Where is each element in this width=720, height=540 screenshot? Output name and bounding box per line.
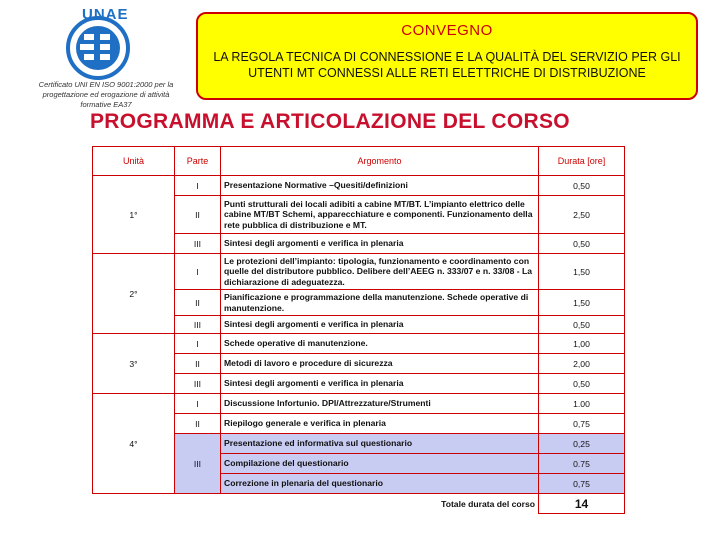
topic-cell: Metodi di lavoro e procedure di sicurezza [221,354,539,374]
part-cell: I [175,176,221,196]
duration-cell: 0.75 [539,454,625,474]
topic-cell: Discussione Infortunio. DPI/Attrezzature/Strumenti [221,394,539,414]
duration-cell: 2,00 [539,354,625,374]
part-cell: I [175,394,221,414]
topic-cell: Compilazione del questionario [221,454,539,474]
topic-cell: Riepilogo generale e verifica in plenaria [221,414,539,434]
total-spacer [93,494,221,514]
part-cell: II [175,354,221,374]
convegno-banner [196,12,698,100]
header-topic: Argomento [221,147,539,176]
header-part: Parte [175,147,221,176]
logo-text: UNAE [82,6,129,23]
total-label: Totale durata del corso [221,494,539,514]
part-cell: II [175,414,221,434]
banner-title: CONVEGNO [401,22,493,39]
unit-cell: 4° [93,394,175,494]
duration-cell: 1,50 [539,290,625,316]
duration-cell: 0,25 [539,434,625,454]
duration-cell: 0,75 [539,474,625,494]
course-program-table [92,146,625,514]
topic-cell: Punti strutturali dei locali adibiti a cabine MT/BT. L’impianto elettrico delle cabine MT/BT Schemi, apparecchiature e componenti. Funzionamento della rete pubblica di distribuzione e MT. [221,196,539,234]
duration-cell: 0,50 [539,316,625,334]
duration-cell: 1,50 [539,254,625,290]
duration-cell: 2,50 [539,196,625,234]
certification-note: Certificato UNI EN ISO 9001:2000 per la progettazione ed erogazione di attività formative EA37 [38,80,174,109]
table-row [93,176,625,196]
total-value: 14 [539,494,625,514]
table-row [93,394,625,414]
banner-subtitle: LA REGOLA TECNICA DI CONNESSIONE E LA QUALITÀ DEL SERVIZIO PER GLI UTENTI MT CONNESSI ALLE RETI ELETTRICHE DI DISTRIBUZIONE [213,50,681,80]
total-row [93,494,625,514]
part-cell: I [175,254,221,290]
topic-cell: Correzione in plenaria del questionario [221,474,539,494]
unit-cell: 3° [93,334,175,394]
part-cell: III [175,316,221,334]
topic-cell: Le protezioni dell’impianto: tipologia, funzionamento e coordinamento con quelle del distributore pubblico. Delibere dell’AEEG n. 333/07 e n. 33/08 - La dichiarazione di adeguatezza. [221,254,539,290]
table-header-row [93,147,625,176]
topic-cell: Sintesi degli argomenti e verifica in plenaria [221,316,539,334]
topic-cell: Pianificazione e programmazione della manutenzione. Schede operative di manutenzione. [221,290,539,316]
topic-cell: Schede operative di manutenzione. [221,334,539,354]
part-cell: III [175,434,221,494]
unit-cell: 1° [93,176,175,254]
table-row [93,254,625,290]
part-cell: II [175,196,221,234]
duration-cell: 0,50 [539,374,625,394]
part-cell: III [175,374,221,394]
part-cell: I [175,334,221,354]
part-cell: II [175,290,221,316]
topic-cell: Sintesi degli argomenti e verifica in plenaria [221,234,539,254]
part-cell: III [175,234,221,254]
duration-cell: 0,50 [539,176,625,196]
duration-cell: 1.00 [539,394,625,414]
topic-cell: Sintesi degli argomenti e verifica in plenaria [221,374,539,394]
topic-cell: Presentazione Normative –Quesiti/definizioni [221,176,539,196]
page-heading: PROGRAMMA E ARTICOLAZIONE DEL CORSO [90,110,570,133]
duration-cell: 0,50 [539,234,625,254]
header-unit: Unità [93,147,175,176]
duration-cell: 1,00 [539,334,625,354]
header-duration: Durata [ore] [539,147,625,176]
duration-cell: 0,75 [539,414,625,434]
unit-cell: 2° [93,254,175,334]
table-row [93,334,625,354]
topic-cell: Presentazione ed informativa sul questionario [221,434,539,454]
